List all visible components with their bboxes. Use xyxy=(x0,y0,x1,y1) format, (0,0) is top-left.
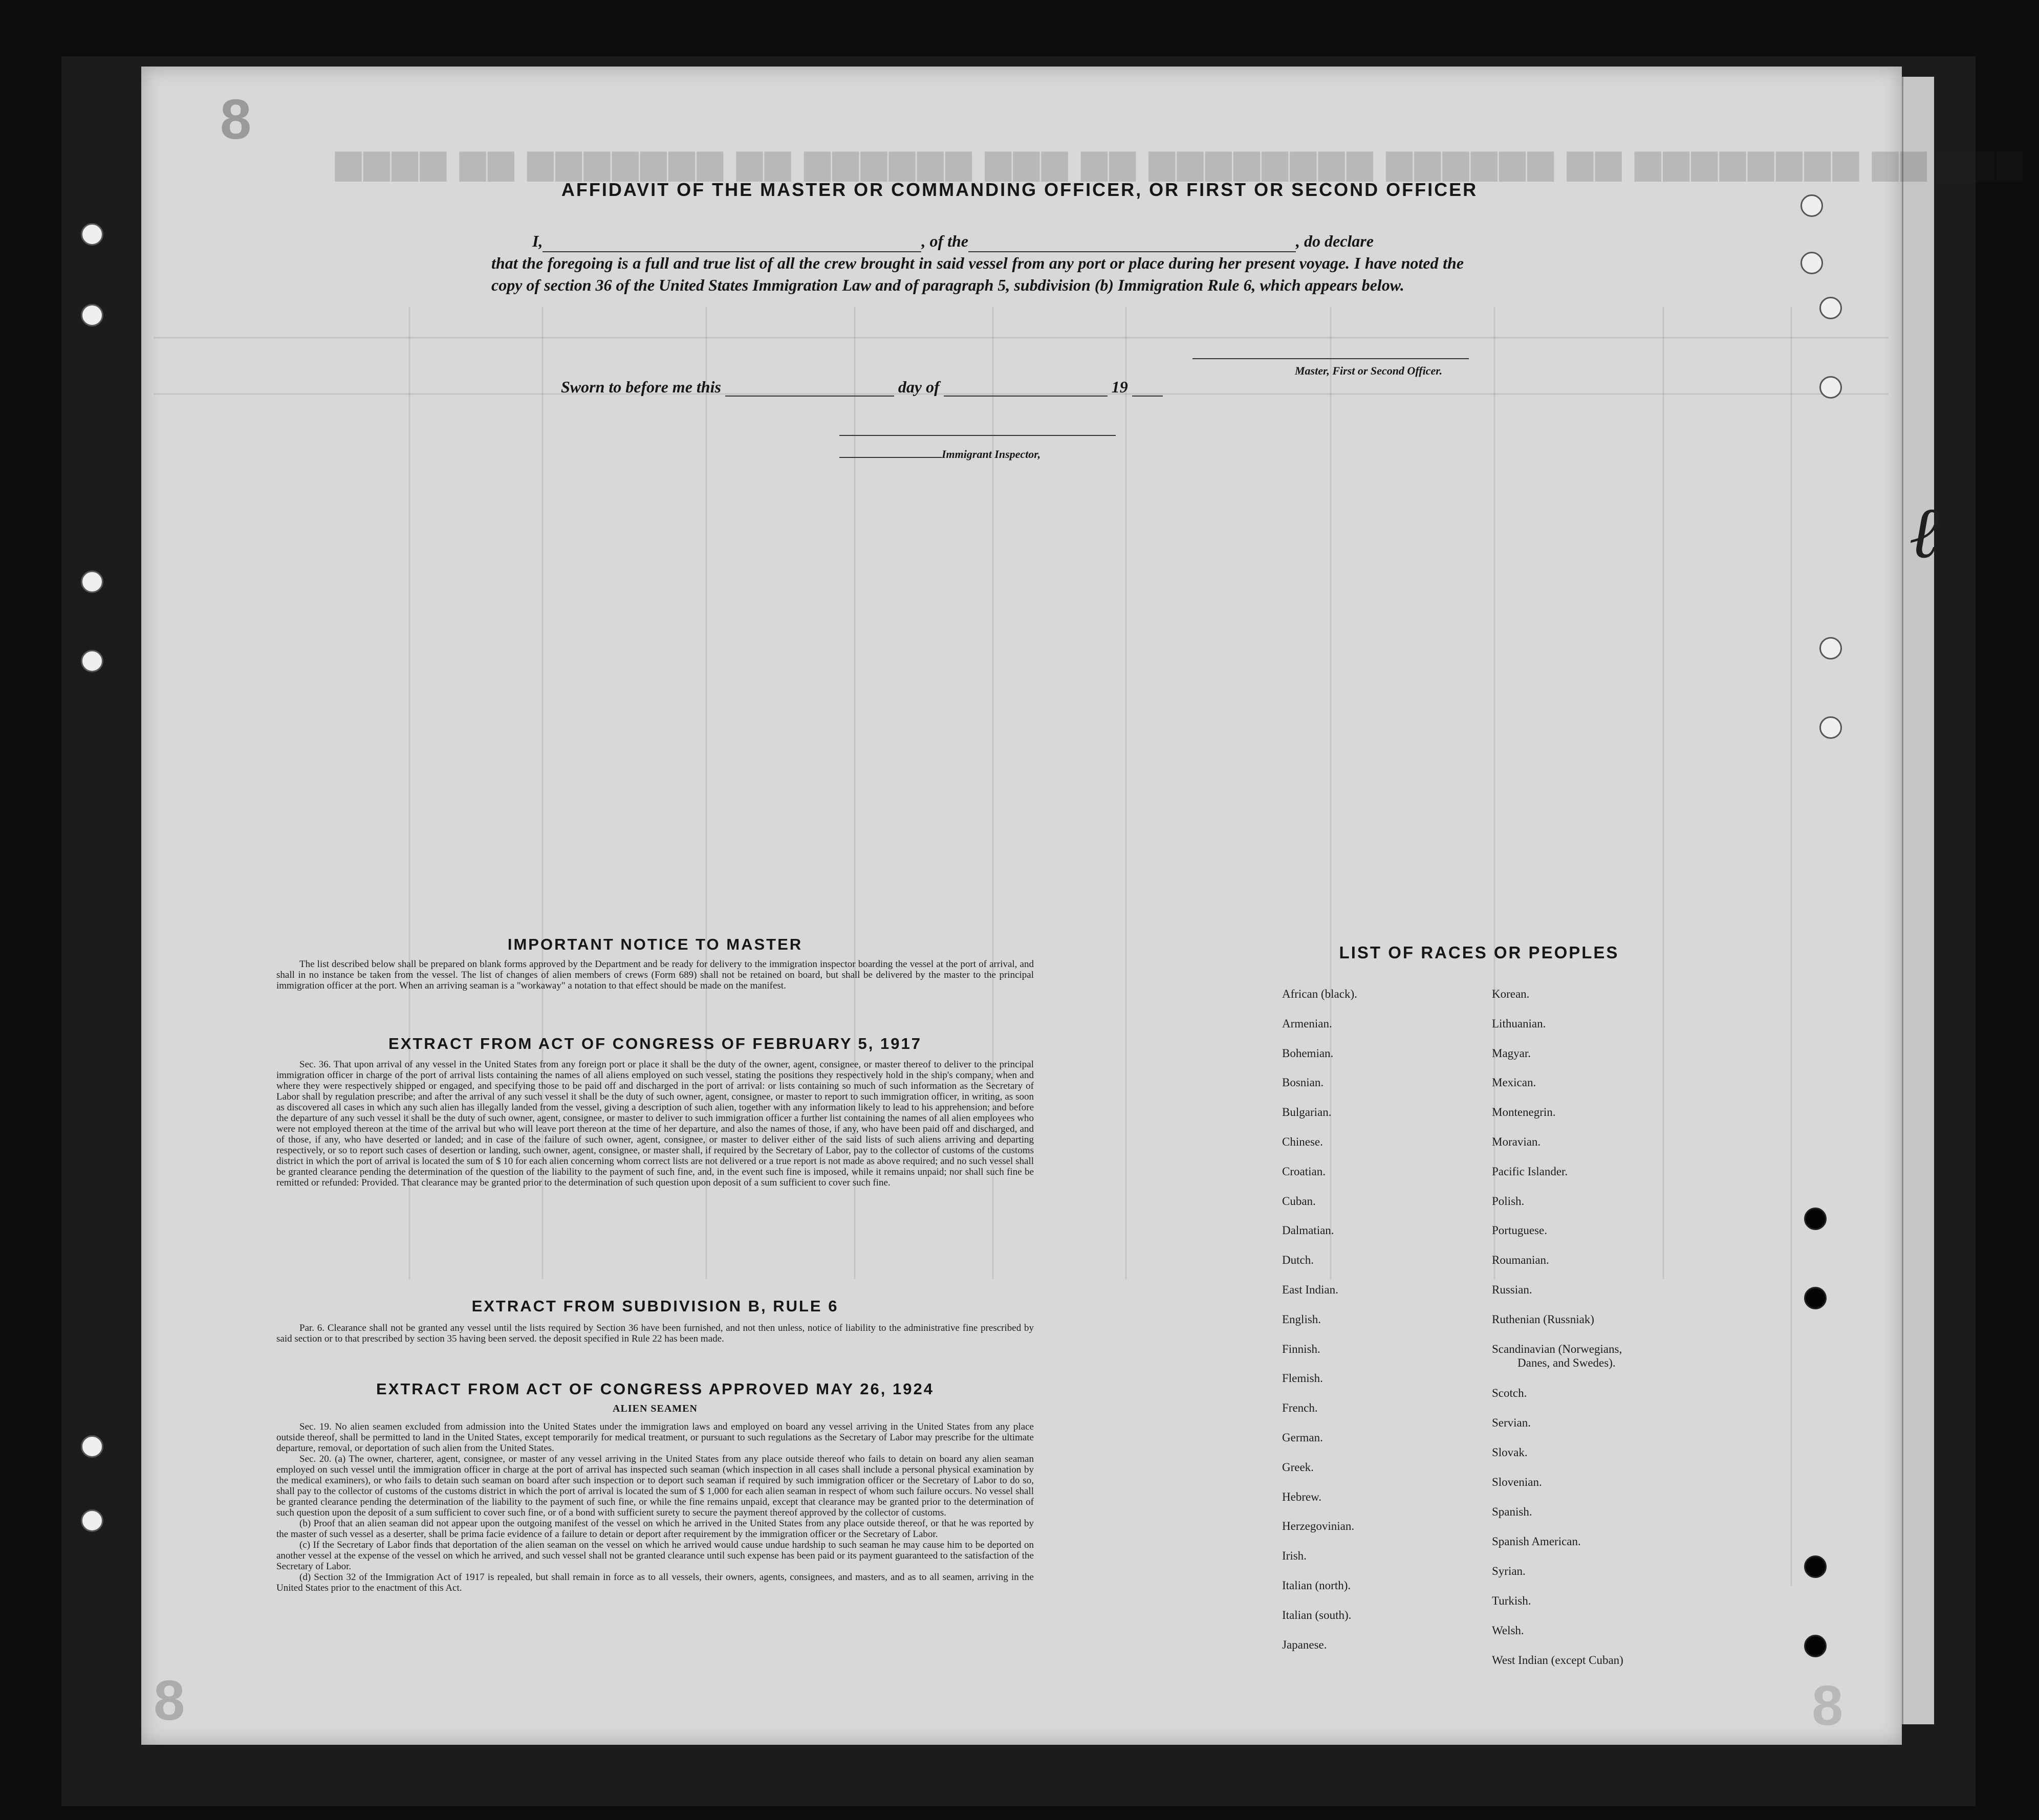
sworn-label: Sworn to before me this xyxy=(561,378,721,396)
race-item: Italian (south). xyxy=(1282,1608,1352,1621)
sheet-number-bottom: 8 xyxy=(154,1669,185,1732)
section-20d-paragraph: (d) Section 32 of the Immigration Act of 1917 is repealed, but shall remain in force as to all vessels, their owners, agents, consignees, and masters, and as to all seamen, arriving in the United States prior to the enactment of this Act. xyxy=(276,1572,1034,1593)
race-item: Slovenian. xyxy=(1492,1476,1542,1488)
paragraph-6: Par. 6. Clearance shall not be granted any vessel until the lists required by Section 36 have been furnished, and not then unless, notice of liability to the administrative fine prescribed by said section or to that prescribed by section 35 having been served. the deposit specified in Rule 22 has been made. xyxy=(276,1323,1034,1344)
race-item: Russian. xyxy=(1492,1283,1532,1296)
race-item: Bulgarian. xyxy=(1282,1106,1332,1119)
race-item: Moravian. xyxy=(1492,1135,1541,1148)
race-item: Scotch. xyxy=(1492,1387,1527,1399)
race-item: Spanish. xyxy=(1492,1505,1532,1518)
race-item: Herzegovinian. xyxy=(1282,1520,1355,1533)
affidavit-i-label: I, xyxy=(532,232,543,250)
section-36-paragraph: Sec. 36. That upon arrival of any vessel in the United States from any foreign port or place it shall be the duty of the owner, agent, consignee, or master thereof to deliver to the principal immigration officer in charge of the port of arrival lists containing the names of all aliens employed on such vessel, stating the positions they respectively hold in the ship's company, when and where they were respectively shipped or engaged, and specifying those to be paid off and discharged in the port of arrival: or lists containing so much of such information as the Secretary of Labor shall by regulation prescribe; and after the arrival of any such vessel it shall be the duty of such owner, agent, consignee, or master to report to such immigration officer, in writing, as soon as discovered all cases in which any such alien has illegally landed from the vessel, giving a description of such alien, together with any information likely to lead to his apprehension; and before the departure of any such vessel it shall be the duty of such owner, agent, consignee, or master to deliver to such immigration officer a further list containing the names of all alien employees who were not employed thereon at the time of the arrival but who will leave port thereon at the time of her departure, and also the names of those, if any, who have been paid off and discharged, and of those, if any, who have deserted or landed; and in case of the failure of such owner, agent, consignee, or master to deliver either of the said lists of such aliens arriving and departing respectively, or so to report such cases of desertion or landing, such owner, agent, consignee, or master shall, if required by the Secretary of Labor, pay to the collector of customs of the customs district in which the port of arrival is located the sum of $ 10 for each alien concerning whom correct lists are not delivered or a true report is not made as above required; and no such vessel shall be granted clearance pending the determination of the question of the liability to the payment of such fine, and, in the event such fine is imposed, while it remains unpaid; nor shall such fine be remitted or refunded: Provided. That clearance may be granted prior to the determination of such question upon deposit of a sum sufficient to cover such fine. xyxy=(276,1059,1034,1188)
race-item: East Indian. xyxy=(1282,1283,1338,1296)
inspector-signature-line-2[interactable] xyxy=(839,457,942,458)
handwritten-mark: ℓ xyxy=(1909,491,1939,575)
race-item: Syrian. xyxy=(1492,1565,1526,1577)
race-item: Greek. xyxy=(1282,1460,1314,1474)
race-item: Irish. xyxy=(1282,1549,1307,1563)
bleed-through-header: ▆▆▆ ▆▆ ▆▆▆▆▆▆▆▆ ▆▆ ▆▆▆▆▆▆ ▆▆▆▆▆▆▆▆ ▆▆ ▆▆▆ ▆▆▆▆▆▆ ▆▆ ▆▆▆▆▆▆▆ ▆▆ ▆▆▆▆ xyxy=(333,144,2023,180)
race-item: German. xyxy=(1282,1431,1323,1444)
sworn-month-field[interactable] xyxy=(944,380,1108,397)
punch-hole xyxy=(81,1509,103,1532)
punch-hole xyxy=(1804,1635,1827,1657)
punch-hole xyxy=(81,1435,103,1458)
race-item: African (black). xyxy=(1282,988,1357,1000)
race-item: Bohemian. xyxy=(1282,1046,1334,1060)
punch-hole xyxy=(1819,376,1842,399)
extract-1924-title: EXTRACT FROM ACT OF CONGRESS APPROVED MAY 26, 1924 xyxy=(376,1380,934,1398)
punch-hole xyxy=(1804,1208,1827,1230)
notice-title: IMPORTANT NOTICE TO MASTER xyxy=(507,935,803,953)
punch-hole xyxy=(1819,637,1842,660)
alien-seamen-subtitle: ALIEN SEAMEN xyxy=(613,1403,698,1414)
punch-hole xyxy=(1819,716,1842,739)
extract-rule6-title: EXTRACT FROM SUBDIVISION B, RULE 6 xyxy=(471,1297,839,1315)
race-item: English. xyxy=(1282,1312,1321,1326)
extract-1917-title: EXTRACT FROM ACT OF CONGRESS OF FEBRUARY 5, 1917 xyxy=(388,1035,922,1052)
race-item: Italian (north). xyxy=(1282,1579,1351,1592)
race-item: Roumanian. xyxy=(1492,1254,1549,1267)
punch-hole xyxy=(1804,1287,1827,1309)
race-item: Hebrew. xyxy=(1282,1490,1322,1503)
page-edge xyxy=(1902,77,1934,1724)
race-item: Japanese. xyxy=(1282,1638,1327,1651)
punch-hole xyxy=(81,223,103,246)
affidavit-body xyxy=(491,230,1464,296)
race-item: Chinese. xyxy=(1282,1135,1323,1148)
notice-paragraph: The list described below shall be prepared on blank forms approved by the Department and be ready for delivery to the immigration inspector boarding the vessel at the port of arrival, and shall in no instance be taken from the vessel. The list of changes of alien members of crews (Form 689) shall not be retained on board, but shall be delivered by the master to the principal immigration officer at the port. When an arriving seaman is a "workaway" a notation to that effect should be made on the manifest. xyxy=(276,959,1034,991)
race-item: French. xyxy=(1282,1401,1318,1415)
section-19-paragraph: Sec. 19. No alien seamen excluded from admission into the United States under the immigration laws and employed on board any vessel arriving in the United States from any place outside thereof, shall be permitted to land in the United States, except temporarily for medical treatment, or pursuant to such regulations as the Secretary of Labor may prescribe for the ultimate departure, removal, or deportation of such alien from the United States. xyxy=(276,1421,1034,1454)
year-prefix-label: 19 xyxy=(1111,378,1128,396)
race-item: Turkish. xyxy=(1492,1594,1531,1607)
race-item: Magyar. xyxy=(1492,1046,1531,1060)
affidavit-statement: that the foregoing is a full and true list of all the crew brought in said vessel from any port or place during her present voyage. I have noted the copy of section 36 of the United States Immigration Law and of paragraph 5, subdivision (b) Immigration Rule 6, which appears below. xyxy=(491,254,1464,294)
race-item: Ruthenian (Russniak) xyxy=(1492,1312,1594,1326)
affidavit-of-the-label: , of the xyxy=(921,232,968,250)
section-20b-paragraph: (b) Proof that an alien seaman did not appear upon the outgoing manifest of the vessel on which he arrived in the United States from any place outside thereof, or that he was reported by the master of such vessel as a deserter, shall be prima facie evidence of a failure to detain or deport after requirement by the immigration officer or the Secretary of Labor. xyxy=(276,1518,1034,1540)
race-item: Servian. xyxy=(1492,1416,1531,1429)
sworn-day-field[interactable] xyxy=(725,380,894,397)
race-item: Polish. xyxy=(1492,1194,1525,1208)
race-item: Pacific Islander. xyxy=(1492,1165,1568,1178)
section-20a-paragraph: Sec. 20. (a) The owner, charterer, agent, consignee, or master of any vessel arriving in the United States from any place outside thereof who fails to detain on board any alien seaman employed on such vessel until the immigration officer in charge at the port of arrival has inspected such seaman (which inspection in all cases shall include a personal physical examination by the medical examiners), or who fails to detain such seaman on board after such inspection or to deport such seaman if required by such immigration officer or the Secretary of Labor to do so, shall pay to the collector of customs of the customs district in which the port of arrival is located the sum of $ 1,000 for each alien seaman in respect of whom such failure occurs. No vessel shall be granted clearance pending the determination of the liability to the payment of such fine, or while the fine remains unpaid, except that clearance may be granted prior to the determination of such question upon the deposit of a sum sufficient to cover such fine, or of a bond with sufficient surety to secure the payment thereof approved by the collector of customs. xyxy=(276,1454,1034,1518)
punch-hole xyxy=(1801,252,1823,274)
extract-rule6-text xyxy=(276,1323,1034,1344)
affidavit-title: AFFIDAVIT OF THE MASTER OR COMMANDING OFFICER, OR FIRST OR SECOND OFFICER xyxy=(561,179,1478,200)
master-signature-line[interactable] xyxy=(1192,358,1469,359)
race-item: Finnish. xyxy=(1282,1342,1320,1355)
extract-1917-text xyxy=(276,1059,1034,1188)
master-signature-caption: Master, First or Second Officer. xyxy=(1295,364,1443,377)
race-item: Welsh. xyxy=(1492,1624,1524,1637)
race-item: Cuban. xyxy=(1282,1194,1316,1208)
punch-hole xyxy=(1819,297,1842,319)
race-item: Flemish. xyxy=(1282,1372,1323,1385)
affidavit-declare-label: , do declare xyxy=(1296,232,1374,250)
race-item: Mexican. xyxy=(1492,1076,1536,1089)
sworn-year-field[interactable] xyxy=(1132,380,1163,397)
extract-1924-text xyxy=(276,1421,1034,1593)
race-item: Bosnian. xyxy=(1282,1076,1324,1089)
race-item: West Indian (except Cuban) xyxy=(1492,1654,1623,1666)
inspector-caption: Immigrant Inspector, xyxy=(942,448,1041,461)
race-item: Korean. xyxy=(1492,988,1530,1000)
notice-text xyxy=(276,959,1034,991)
punch-hole xyxy=(81,571,103,593)
race-item: Montenegrin. xyxy=(1492,1106,1556,1119)
punch-hole xyxy=(81,650,103,672)
sheet-number-bottom-right: 8 xyxy=(1812,1674,1843,1737)
race-item: Croatian. xyxy=(1282,1165,1326,1178)
section-20c-paragraph: (c) If the Secretary of Labor finds that deportation of the alien seaman on the vessel on which he arrived would cause undue hardship to such seaman he may cause him to be deported on another vessel at the expense of the vessel on which he arrived, and such vessel shall not be granted clearance until such expense has been paid or its payment guaranteed to the satisfaction of the Secretary of Labor. xyxy=(276,1540,1034,1572)
race-item: Scandinavian (Norwegians, xyxy=(1492,1342,1622,1355)
punch-hole xyxy=(81,304,103,326)
sheet-number-top: 8 xyxy=(220,88,252,151)
race-item: Slovak. xyxy=(1492,1446,1528,1459)
race-item: Portuguese. xyxy=(1492,1224,1547,1237)
race-item: Armenian. xyxy=(1282,1017,1332,1030)
punch-hole xyxy=(1804,1555,1827,1578)
sworn-statement xyxy=(561,378,1163,397)
day-of-label: day of xyxy=(898,378,940,396)
races-title: LIST OF RACES OR PEOPLES xyxy=(1339,943,1619,962)
inspector-signature-line[interactable] xyxy=(839,435,1116,436)
race-item: Dutch. xyxy=(1282,1254,1314,1267)
race-item: Lithuanian. xyxy=(1492,1017,1546,1030)
race-item: Spanish American. xyxy=(1492,1535,1581,1548)
race-item: Dalmatian. xyxy=(1282,1224,1334,1237)
race-item-continuation: Danes, and Swedes). xyxy=(1517,1356,1616,1369)
